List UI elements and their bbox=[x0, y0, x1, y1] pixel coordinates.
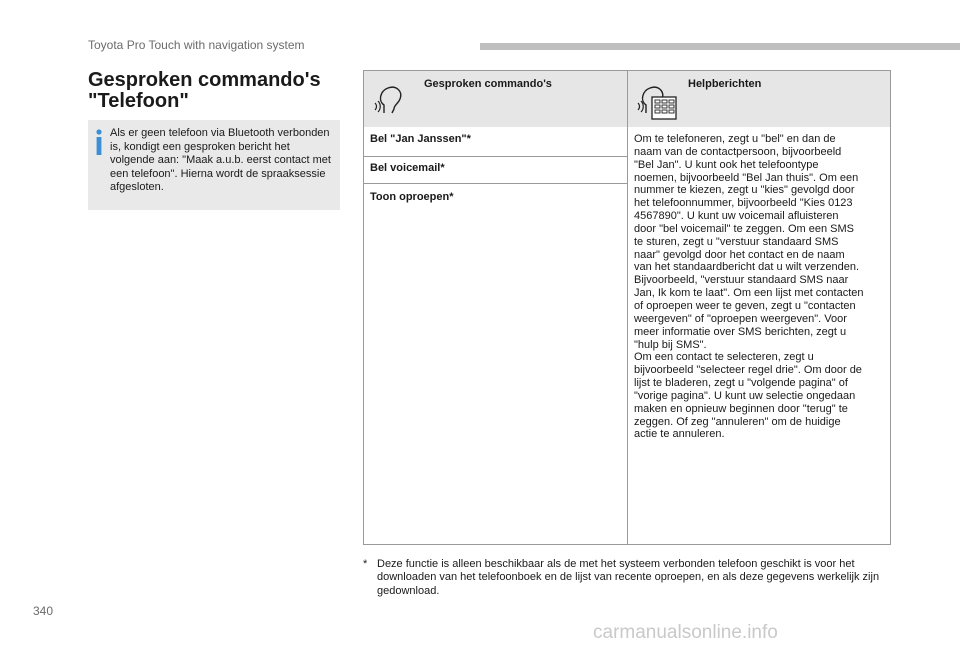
table-header-commands-label: Gesproken commando's bbox=[424, 78, 552, 90]
info-box bbox=[88, 120, 340, 210]
help-line: Bijvoorbeeld, "verstuur standaard SMS naar bbox=[634, 274, 849, 287]
help-line: te sturen, zegt u "verstuur standaard SMS bbox=[634, 235, 839, 248]
table-header-help bbox=[628, 71, 890, 127]
voice-command-icon bbox=[372, 83, 408, 117]
help-line: bijvoorbeeld "selecteer regel drie". Om door de bbox=[634, 364, 862, 377]
help-message bbox=[634, 133, 884, 441]
header-bar bbox=[480, 43, 960, 50]
page-number: 340 bbox=[33, 604, 54, 618]
help-line: naar" gevolgd door het contact en de naam bbox=[634, 248, 845, 261]
help-line: meer informatie over SMS berichten, zegt u bbox=[634, 325, 847, 338]
help-line: Om te telefoneren, zegt u "bel" en dan de bbox=[634, 133, 836, 145]
commands-column bbox=[364, 127, 628, 544]
help-line: zeggen. Of zeg "annuleren" om de huidige bbox=[634, 415, 841, 428]
command-row: Bel voicemail* bbox=[364, 157, 627, 184]
help-line: 4567890". U kunt uw voicemail afluisteren bbox=[634, 210, 839, 223]
table-header-commands bbox=[364, 71, 628, 127]
table-header-help-label: Helpberichten bbox=[688, 78, 762, 90]
help-line: Jan, Ik kom te laat". Om een lijst met contacten bbox=[634, 287, 864, 300]
help-line: noemen, bijvoorbeeld "Bel Jan thuis". Om een bbox=[634, 171, 859, 184]
help-line: "hulp bij SMS". bbox=[634, 338, 707, 351]
running-header: Toyota Pro Touch with navigation system bbox=[88, 38, 305, 52]
watermark: carmanualsonline.info bbox=[593, 622, 778, 643]
help-line: "vorige pagina". U kunt uw selectie ongedaan bbox=[634, 389, 856, 402]
voice-command-table bbox=[363, 70, 891, 545]
help-line: weergeven" of "oproepen weergeven". Voor bbox=[634, 312, 847, 325]
command-row: Toon oproepen* bbox=[370, 191, 454, 203]
voice-help-icon bbox=[636, 83, 678, 121]
command-row: Bel "Jan Janssen"* bbox=[364, 127, 627, 157]
footnote-mark: * bbox=[363, 558, 368, 570]
help-line: van het standaardbericht dat u wilt verzenden. bbox=[634, 261, 860, 274]
help-line: lijst te bladeren, zegt u "volgende pagina" of bbox=[634, 377, 848, 390]
info-icon bbox=[94, 129, 104, 155]
help-line: nummer te kiezen, zegt u "kies" gevolgd door bbox=[634, 184, 855, 197]
help-line: of oproepen weer te geven, zegt u "contacten bbox=[634, 299, 856, 312]
help-line: "Bel Jan". U kunt ook het telefoontype bbox=[634, 158, 819, 171]
info-text: Als er geen telefoon via Bluetooth verbonden is, kondigt een gesproken bericht het volgende aan: "Maak a.u.b. eerst contact met een telefoon". Hierna wordt de spraaksessie afgesloten. bbox=[110, 127, 331, 194]
help-line: naam van de contactpersoon, bijvoorbeeld bbox=[634, 145, 842, 158]
help-line: het telefoonnummer, bijvoorbeeld "Kies 0123 bbox=[634, 197, 853, 210]
help-line: door "bel voicemail" te zeggen. Om een SMS bbox=[634, 222, 854, 235]
help-line: actie te annuleren. bbox=[634, 428, 725, 441]
footnote-text: Deze functie is alleen beschikbaar als de met het systeem verbonden telefoon geschikt is voor het downloaden van het telefoonboek en de lijst van recente oproepen, en als deze gegevens werkelijk zijn gedownload. bbox=[377, 558, 880, 597]
section-title: Gesproken commando's "Telefoon" bbox=[88, 69, 321, 112]
help-line: maken en opnieuw beginnen door "terug" te bbox=[634, 402, 848, 415]
help-line: Om een contact te selecteren, zegt u bbox=[634, 351, 814, 364]
